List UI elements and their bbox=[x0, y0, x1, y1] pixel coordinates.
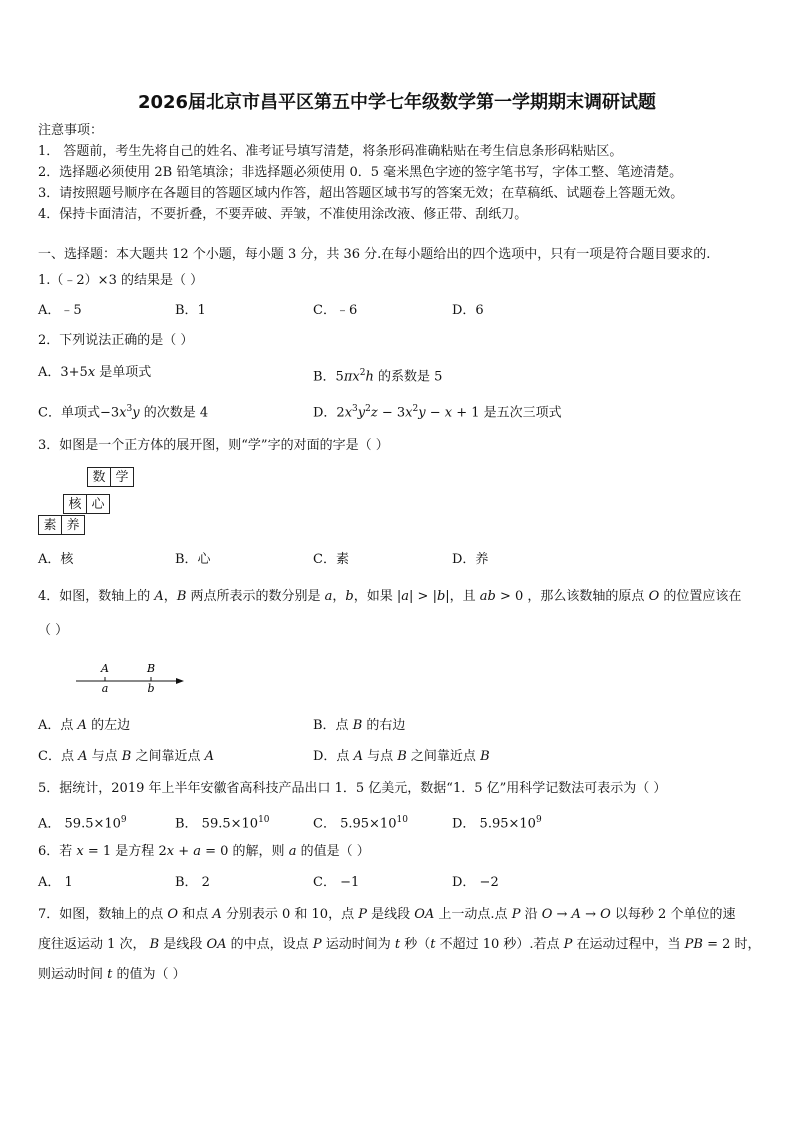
net-cell: 养 bbox=[61, 515, 85, 535]
q6-option-a: A． 1 bbox=[38, 875, 73, 890]
q5-option-d: D． $5.95\times 10^9$ bbox=[452, 815, 542, 832]
question-6-stem: 6．若 x = 1 是方程 2x + a = 0 的解，则 a 的值是（ ） bbox=[38, 844, 370, 859]
number-line-figure bbox=[72, 660, 190, 696]
q1-option-d: D．6 bbox=[452, 303, 484, 318]
q4-option-a: A．点 A 的左边 bbox=[38, 718, 131, 733]
q4-option-b-text: 的右边 bbox=[366, 718, 406, 733]
q6-option-d: D． −2 bbox=[452, 875, 499, 890]
net-cell: 学 bbox=[110, 467, 134, 487]
q3-option-a: A．核 bbox=[38, 552, 74, 567]
question-7-line-2: 度往返运动 1 次， B 是线段 OA 的中点，设点 P 运动时间为 t 秒（t 不超过 10 秒）.若点 P 在运动过程中，当 PB = 2 时， bbox=[38, 937, 761, 952]
q2-option-c: C．单项式$-3x^3y$ 的次数是 4 bbox=[38, 404, 209, 421]
value-b-label: b bbox=[147, 682, 155, 695]
q4-option-c: C．点 A 与点 B 之间靠近点 A bbox=[38, 749, 214, 764]
question-7-line-3: 则运动时间 t 的值为（ ） bbox=[38, 967, 186, 982]
q6-option-b: B． 2 bbox=[175, 875, 210, 890]
net-cell: 数 bbox=[87, 467, 111, 487]
note-item: 2．选择题必须使用 2B 铅笔填涂；非选择题必须使用 0．5 毫米黑色字迹的签字笔书写，字体工整、笔迹清楚。 bbox=[38, 165, 683, 180]
q3-option-d: D．养 bbox=[452, 552, 489, 567]
q5-option-c: C． $5.95\times 10^{10}$ bbox=[313, 815, 408, 832]
question-1-stem: 1.（﹣2）×3 的结果是（ ） bbox=[38, 273, 204, 288]
point-a-label: A bbox=[101, 662, 109, 675]
question-4-blank: （ ） bbox=[38, 623, 69, 638]
q4-option-c-text: 之间靠近点 bbox=[135, 749, 201, 764]
page-title: 2026届北京市昌平区第五中学七年级数学第一学期期末调研试题 bbox=[137, 92, 657, 113]
note-item: 1． 答题前，考生先将自己的姓名、准考证号填写清楚，将条形码准确粘贴在考生信息条形码粘贴区。 bbox=[38, 144, 623, 159]
q1-option-a: A．﹣5 bbox=[38, 303, 82, 318]
q1-option-b: B．1 bbox=[175, 303, 206, 318]
q2-option-d: D．$2x^3y^2z - 3x^2y - x + 1$ 是五次三项式 bbox=[313, 404, 562, 421]
question-3-stem: 3．如图是一个正方体的展开图，则“学”字的对面的字是（ ） bbox=[38, 438, 389, 453]
value-a-label: a bbox=[101, 682, 109, 695]
point-b-label: B bbox=[146, 662, 156, 675]
question-7-tail: 则运动时间 bbox=[38, 967, 104, 982]
q2-option-b: B．$5\pi x^2h$ 的系数是 5 bbox=[313, 368, 443, 385]
q5-option-b: B． $59.5\times 10^{10}$ bbox=[175, 815, 270, 832]
q4-option-d-text: 之间靠近点 bbox=[410, 749, 476, 764]
q6-option-c: C． −1 bbox=[313, 875, 360, 890]
net-cell: 核 bbox=[63, 494, 87, 514]
question-4-stem: 4．如图，数轴上的 A，B 两点所表示的数分别是 a，b，如果 |a| > |b|，且 ab > 0 ，那么该数轴的原点 O 的位置应该在 bbox=[38, 589, 742, 604]
question-7-line-1: 7．如图，数轴上的点 O 和点 A 分别表示 0 和 10，点 P 是线段 OA 上一动点.点 P 沿 O → A → O 以每秒 2 个单位的速 bbox=[38, 907, 736, 922]
net-cell: 素 bbox=[38, 515, 62, 535]
q4-option-b: B．点 B 的右边 bbox=[313, 718, 406, 733]
q4-option-a-text: 的左边 bbox=[91, 718, 131, 733]
note-item: 3．请按照题号顺序在各题目的答题区域内作答，超出答题区域书写的答案无效；在草稿纸、试题卷上答题无效。 bbox=[38, 186, 684, 201]
question-5-stem: 5．据统计，2019 年上半年安徽省高科技产品出口 1．5 亿美元，数据“1．5 亿”用科学记数法可表示为（ ） bbox=[38, 781, 667, 796]
notes-heading: 注意事项： bbox=[38, 123, 104, 138]
note-item: 4．保持卡面清洁，不要折叠，不要弄破、弄皱，不准使用涂改液、修正带、刮纸刀。 bbox=[38, 207, 528, 222]
q3-option-b: B．心 bbox=[175, 552, 211, 567]
q5-option-a: A． $59.5\times 10^9$ bbox=[38, 815, 127, 832]
q4-option-d: D．点 A 与点 B 之间靠近点 B bbox=[313, 749, 490, 764]
q1-option-c: C．﹣6 bbox=[313, 303, 358, 318]
section-header: 一、选择题：本大题共 12 个小题，每小题 3 分，共 36 分.在每小题给出的四个选项中，只有一项是符合题目要求的. bbox=[38, 247, 711, 262]
q2-option-a: A．3+5x 是单项式 bbox=[38, 365, 152, 380]
q3-option-c: C．素 bbox=[313, 552, 349, 567]
question-2-stem: 2．下列说法正确的是（ ） bbox=[38, 333, 194, 348]
net-cell: 心 bbox=[86, 494, 110, 514]
